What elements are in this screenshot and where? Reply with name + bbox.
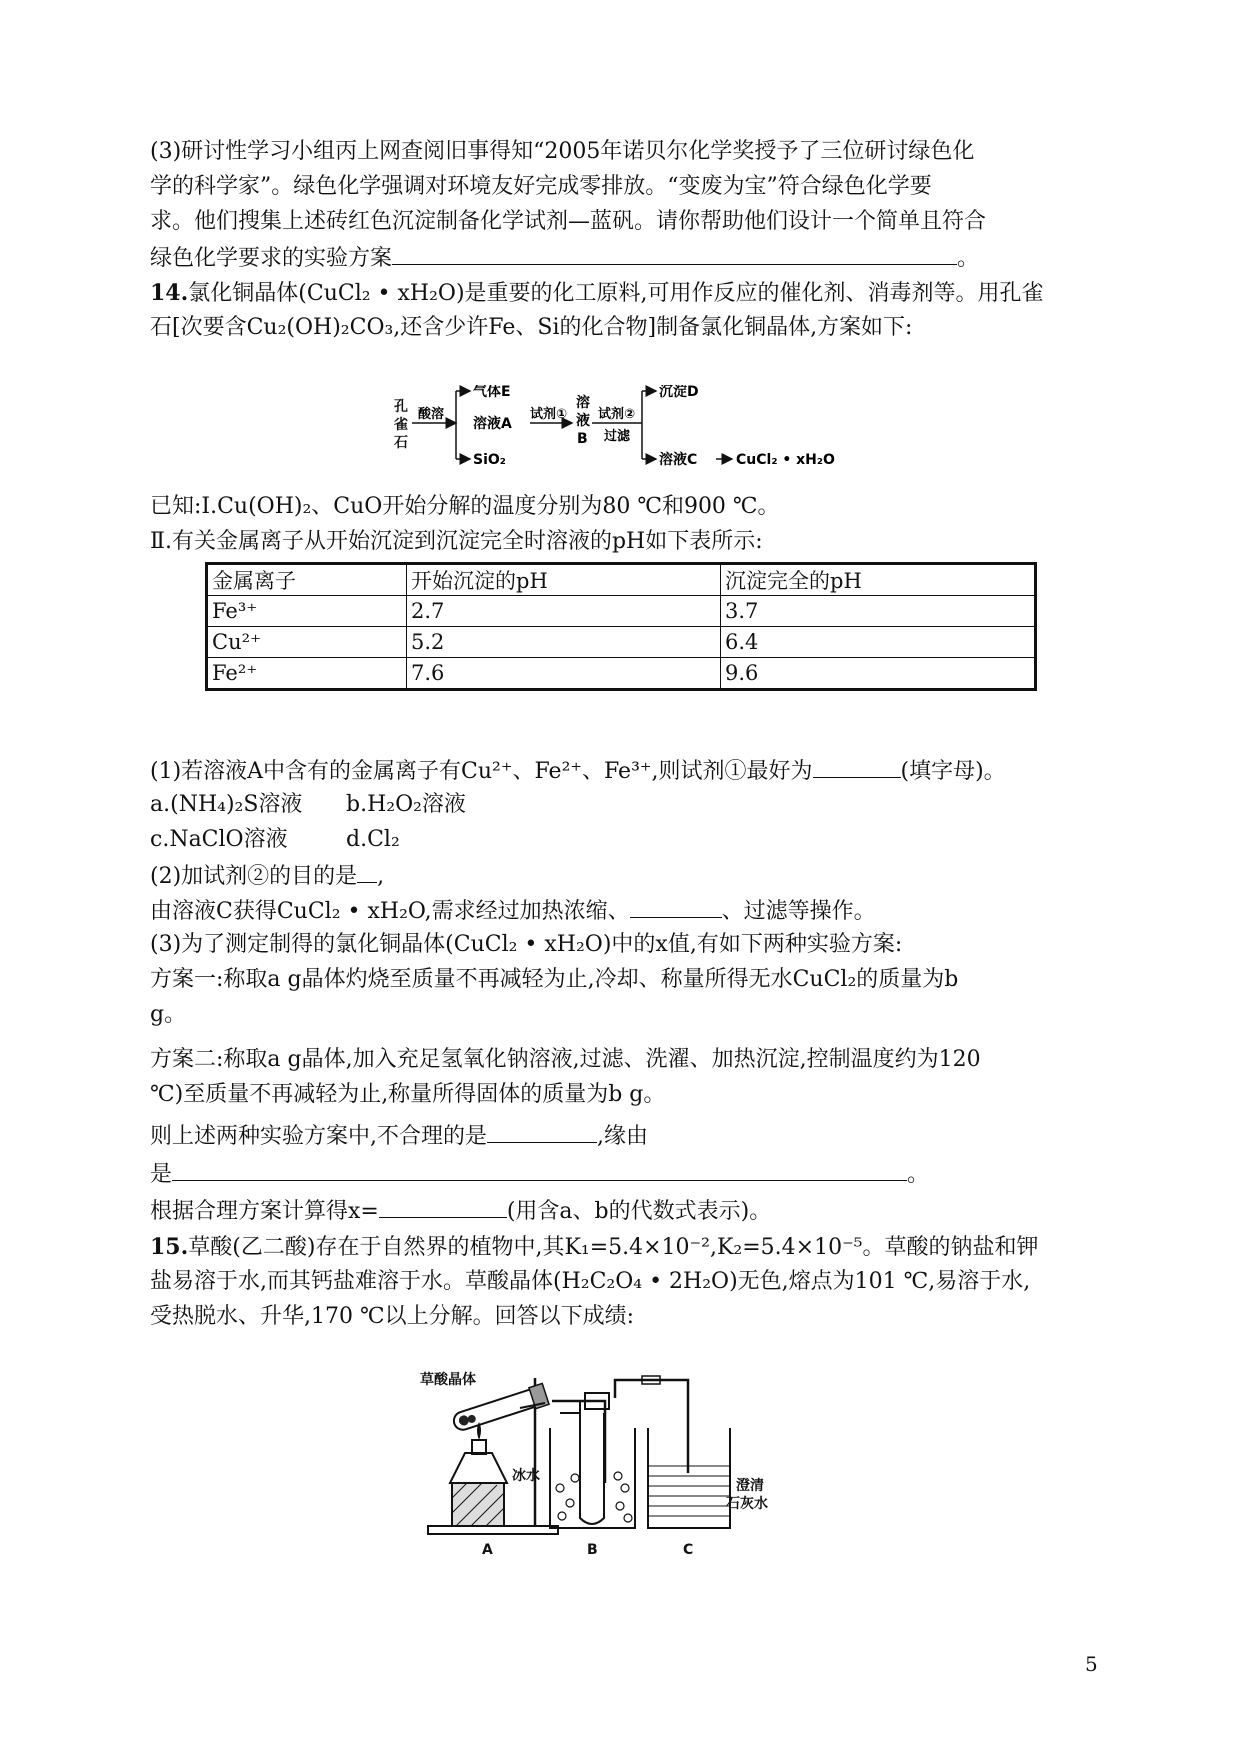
- q14-known2: Ⅱ.有关金属离子从开始沉淀到沉淀完全时溶液的pH如下表所示:: [150, 529, 763, 554]
- q14-calc: [150, 1195, 771, 1227]
- q14-part2: [150, 860, 384, 892]
- flow-product: CuCl₂ • xH₂O: [736, 452, 835, 467]
- q15-line3: 受热脱水、升华,170 ℃以上分解。回答以下成绩:: [150, 1304, 635, 1329]
- flow-precipitate-d: 沉淀D: [659, 385, 699, 400]
- table-cell: Fe³⁺: [207, 596, 407, 627]
- q14-number: 14.: [150, 280, 189, 306]
- q14-part2-text: (2)加试剂②的目的是: [150, 864, 358, 889]
- label-ice-water: 冰水: [512, 1468, 540, 1484]
- table-cell: 3.7: [721, 596, 1036, 627]
- q13-part3-line1: (3)研讨性学习小组丙上网查阅旧事得知“2005年诺贝尔化学奖授予了三位研讨绿色化: [150, 139, 975, 164]
- label-limewater-1: 澄清: [736, 1478, 764, 1494]
- page-number: 5: [1085, 1652, 1098, 1676]
- q14-plan-a-line1: 方案一:称取a g晶体灼烧至质量不再减轻为止,冷却、称量所得无水CuCl₂的质量为b: [150, 967, 959, 992]
- q14-calc-end: (用含a、b的代数式表示)。: [506, 1199, 772, 1224]
- q14-unreasonable-text: 则上述两种实验方案中,不合理的是: [150, 1124, 487, 1149]
- table-cell: 6.4: [721, 627, 1036, 658]
- q13-part3-line2: 学的科学家”。绿色化学强调对环境友好完成零排放。“变废为宝”符合绿色化学要: [150, 174, 932, 199]
- flow-acid-dissolve: 酸溶: [418, 407, 445, 422]
- flow-solution-a: 溶液A: [473, 416, 512, 432]
- table-cell: Fe²⁺: [207, 658, 407, 690]
- label-b: B: [587, 1542, 598, 1558]
- flow-gas-e: 气体E: [473, 385, 511, 400]
- flow-reagent1: 试剂①: [530, 407, 568, 422]
- flow-start-2: 雀: [394, 417, 408, 433]
- flow-filter: 过滤: [604, 429, 631, 444]
- alcohol-lamp: [450, 1453, 507, 1483]
- q14-calc-text: 根据合理方案计算得x=: [150, 1199, 379, 1224]
- q14-part1-text: (1)若溶液A中含有的金属离子有Cu²⁺、Fe²⁺、Fe³⁺,则试剂①最好为: [150, 759, 813, 784]
- apparatus-diagram: [420, 1368, 840, 1563]
- flow-sio2: SiO₂: [473, 452, 506, 467]
- table-row: [207, 596, 1036, 627]
- q14-part2-cont: [150, 895, 876, 927]
- q14-part2-cont-text: 由溶液C获得CuCl₂ • xH₂O,需求经过加热浓缩、: [150, 899, 630, 924]
- table-cell: 7.6: [407, 658, 721, 690]
- flow-solution-b-3: B: [577, 431, 588, 447]
- q14-part1: [150, 755, 1006, 787]
- label-c: C: [683, 1542, 694, 1558]
- q15-line1: [150, 1232, 1039, 1263]
- q14-part3: (3)为了测定制得的氯化铜晶体(CuCl₂ • xH₂O)中的x值,有如下两种实验方案:: [150, 932, 903, 957]
- q14-reason-label: ,缘由: [597, 1124, 648, 1149]
- table-cell: 2.7: [407, 596, 721, 627]
- ion-ph-table: [205, 562, 1037, 691]
- table-row: [207, 627, 1036, 658]
- table-header-cell: 沉淀完全的pH: [721, 564, 1036, 596]
- q14-plan-b-line2: ℃)至质量不再减轻为止,称量所得固体的质量为b g。: [150, 1082, 666, 1107]
- q14-intro1-text: 氯化铜晶体(CuCl₂ • xH₂O)是重要的化工原料,可用作反应的催化剂、消毒剂等。用孔雀: [188, 281, 1044, 306]
- q13-part3-line4-text: 绿色化学要求的实验方案: [150, 246, 393, 271]
- option-c: c.NaClO溶液: [150, 827, 288, 852]
- flow-solution-b-2: 液: [576, 413, 590, 429]
- q14-part1-end: (填字母)。: [900, 759, 1006, 784]
- q14-options-cd: [150, 825, 400, 855]
- q13-part3-line3: 求。他们搜集上述砖红色沉淀制备化学试剂—蓝矾。请你帮助他们设计一个简单且符合: [150, 209, 987, 234]
- table-header-cell: 金属离子: [207, 564, 407, 596]
- table-header-cell: 开始沉淀的pH: [407, 564, 721, 596]
- q14-intro-line2: 石[次要含Cu₂(OH)₂CO₃,还含少许Fe、Si的化合物]制备氯化铜晶体,方案如下:: [150, 315, 913, 340]
- q14-reason-end: 。: [907, 1162, 930, 1187]
- answer-blank-reagent1[interactable]: [813, 755, 901, 778]
- q14-intro-line1: [150, 278, 1044, 309]
- table-row: [207, 658, 1036, 690]
- q14-options-ab: [150, 790, 466, 820]
- option-d: d.Cl₂: [346, 827, 400, 852]
- table-cell: 5.2: [407, 627, 721, 658]
- flow-solution-b-1: 溶: [576, 395, 590, 411]
- q14-unreasonable: [150, 1120, 648, 1152]
- answer-blank-operation[interactable]: [630, 895, 722, 918]
- flow-reagent2: 试剂②: [598, 407, 636, 422]
- label-limewater-2: 石灰水: [726, 1496, 768, 1512]
- answer-blank-reason[interactable]: [172, 1158, 907, 1181]
- flow-chart: [390, 385, 870, 467]
- answer-blank-plan[interactable]: [392, 242, 957, 265]
- q13-part3-line4: [150, 242, 979, 274]
- option-a: a.(NH₄)₂S溶液: [150, 792, 303, 817]
- q14-known1: 已知:Ⅰ.Cu(OH)₂、CuO开始分解的温度分别为80 ℃和900 ℃。: [150, 494, 780, 519]
- label-a: A: [482, 1542, 493, 1558]
- q15-line1-text: 草酸(乙二酸)存在于自然界的植物中,其K₁=5.4×10⁻²,K₂=5.4×10⁻⁵。草酸的钠盐和钾: [188, 1235, 1039, 1260]
- q14-part2-comma: ,: [377, 864, 385, 889]
- q15-number: 15.: [150, 1234, 189, 1260]
- table-cell: Cu²⁺: [207, 627, 407, 658]
- q14-plan-a-line2: g。: [150, 1002, 187, 1027]
- q14-reason-text: 是: [150, 1162, 173, 1187]
- q14-reason: [150, 1158, 929, 1190]
- label-oxalic-crystal: 草酸晶体: [420, 1372, 476, 1388]
- table-cell: 9.6: [721, 658, 1036, 690]
- answer-blank-unreasonable[interactable]: [487, 1120, 597, 1143]
- q14-plan-b-line1: 方案二:称取a g晶体,加入充足氢氧化钠溶液,过滤、洗濯、加热沉淀,控制温度约为120: [150, 1047, 981, 1072]
- q15-line2: 盐易溶于水,而其钙盐难溶于水。草酸晶体(H₂C₂O₄ • 2H₂O)无色,熔点为101 ℃,易溶于水,: [150, 1269, 1031, 1294]
- flow-start-3: 石: [394, 435, 408, 451]
- q13-part3-line4-end: 。: [957, 246, 980, 271]
- flow-solution-c: 溶液C: [659, 452, 698, 467]
- table-header-row: [207, 564, 1036, 596]
- answer-blank-x-value[interactable]: [379, 1195, 507, 1218]
- option-b: b.H₂O₂溶液: [346, 792, 466, 817]
- beaker-b: [550, 1428, 635, 1528]
- flow-start-1: 孔: [394, 399, 408, 415]
- answer-blank-purpose[interactable]: [357, 860, 377, 883]
- q14-part2-cont-end: 、过滤等操作。: [721, 899, 876, 924]
